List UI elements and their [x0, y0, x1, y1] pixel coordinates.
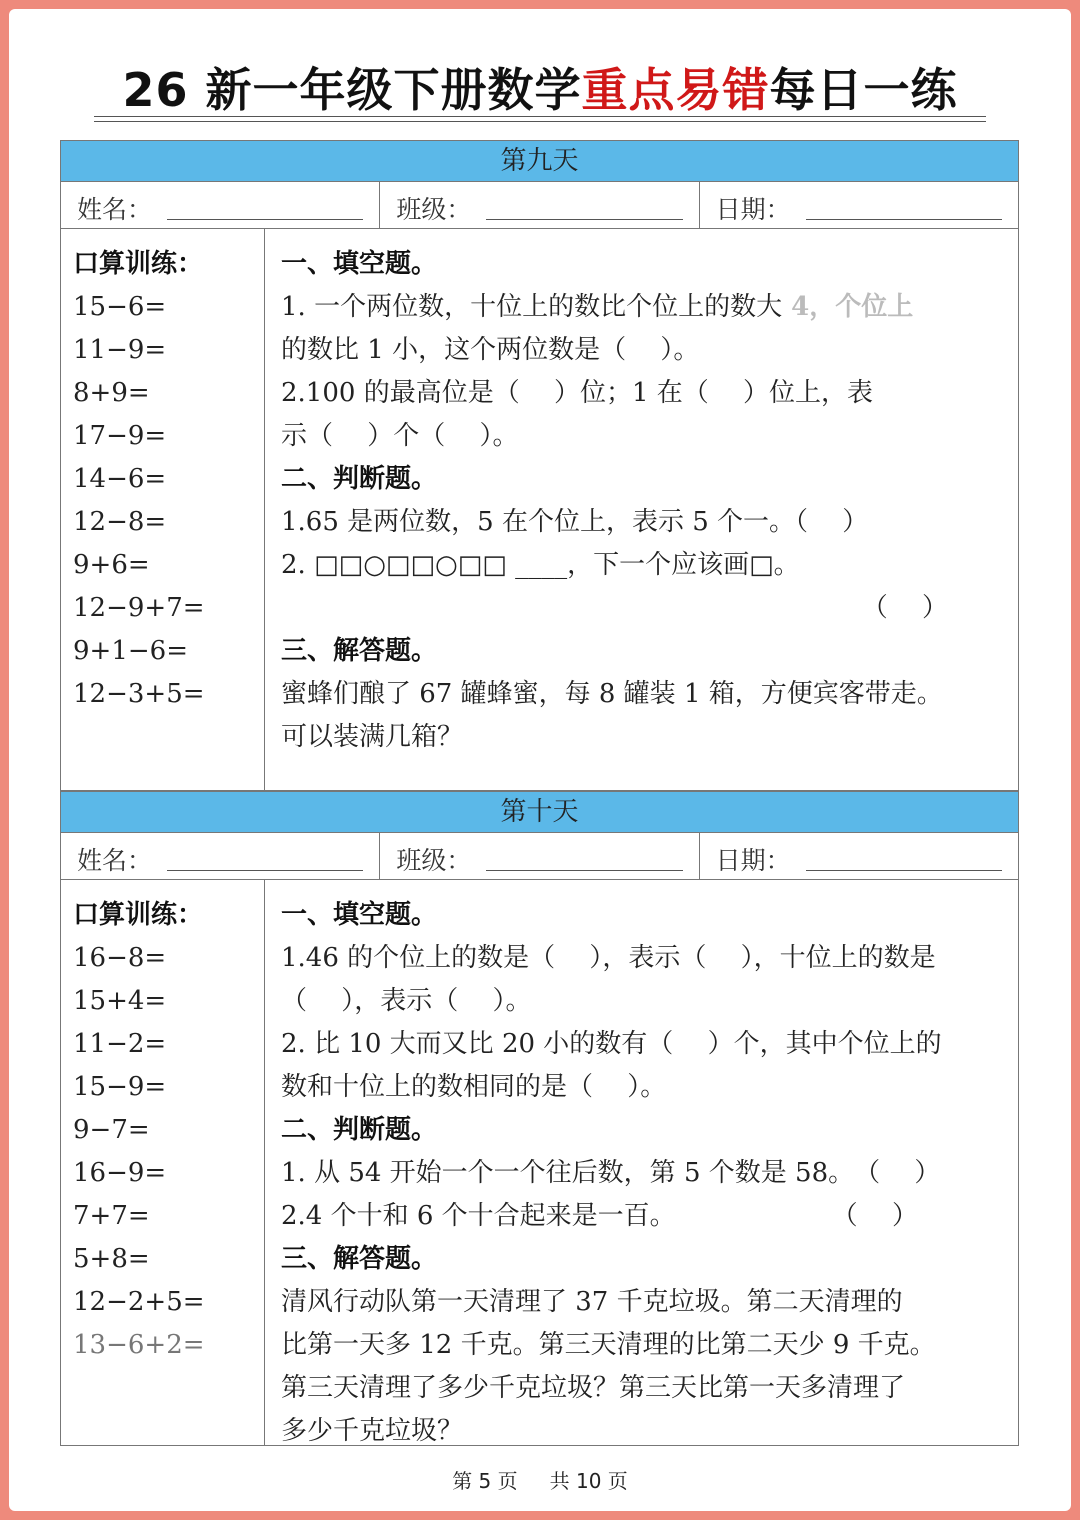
page-number: 第 5 页 — [452, 1469, 518, 1493]
question-line: 1.65 是两位数，5 在个位上，表示 5 个一。（ ） — [281, 507, 869, 537]
question-line: 数和十位上的数相同的是（ ）。 — [281, 1072, 667, 1102]
day9-heading: 第九天 — [61, 141, 1018, 182]
section-word-problem: 三、解答题。 — [281, 636, 438, 666]
calc-item: 16−9= — [73, 1158, 167, 1188]
name-blank — [167, 219, 363, 220]
calc-item: 17−9= — [73, 421, 167, 451]
day9-date-field[interactable] — [700, 182, 1018, 228]
calc-item: 11−2= — [73, 1029, 167, 1059]
question-line: 示（ ）个（ ）。 — [281, 421, 519, 451]
day10-heading: 第十天 — [61, 792, 1018, 833]
section-fill-blank: 一、填空题。 — [281, 249, 438, 279]
class-blank — [486, 219, 682, 220]
date-label: 日期： — [715, 846, 791, 875]
watermark-text: 4，个位上 — [782, 292, 914, 322]
calc-heading: 口算训练： — [73, 249, 204, 279]
page-title — [0, 54, 1080, 120]
day10-class-field[interactable] — [380, 833, 699, 879]
question-line: 2.4 个十和 6 个十合起来是一百。 （ ） — [281, 1201, 918, 1231]
day9-questions — [265, 229, 1018, 791]
section-word-problem: 三、解答题。 — [281, 1244, 438, 1274]
question-line: 可以装满几箱？ — [281, 722, 464, 752]
calc-item: 11−9= — [73, 335, 167, 365]
calc-item: 15−6= — [73, 292, 167, 322]
question-line: 2.100 的最高位是（ ）位；1 在（ ）位上，表 — [281, 378, 874, 408]
class-blank — [486, 870, 682, 871]
question-line: 蜜蜂们酿了 67 罐蜂蜜，每 8 罐装 1 箱，方便宾客带走。 — [281, 679, 943, 709]
section-fill-blank: 一、填空题。 — [281, 900, 438, 930]
answer-bracket: （ ） — [861, 593, 948, 623]
day10-date-field[interactable] — [700, 833, 1018, 879]
day9-info-row — [61, 182, 1018, 229]
title-underline-2 — [94, 121, 986, 122]
question-line: 1.46 的个位上的数是（ ），表示（ ），十位上的数是 — [281, 943, 936, 973]
calc-item: 9+6= — [73, 550, 150, 580]
title-part-1: 26 新一年级下册数学 — [122, 63, 582, 117]
calc-item: 9+1−6= — [73, 636, 188, 666]
calc-item: 12−8= — [73, 507, 167, 537]
day9-class-field[interactable] — [380, 182, 699, 228]
day10-body — [61, 880, 1018, 1446]
question-line: 2. 比 10 大而又比 20 小的数有（ ）个，其中个位上的 — [281, 1029, 942, 1059]
day10-name-field[interactable] — [61, 833, 380, 879]
name-label: 姓名： — [77, 195, 153, 224]
calc-item: 15+4= — [73, 986, 167, 1016]
page-total: 共 10 页 — [549, 1469, 628, 1493]
class-label: 班级： — [396, 195, 472, 224]
calc-heading: 口算训练： — [73, 900, 204, 930]
question-line: 清风行动队第一天清理了 37 千克垃圾。第二天清理的 — [281, 1287, 903, 1317]
calc-item: 7+7= — [73, 1201, 150, 1231]
name-label: 姓名： — [77, 846, 153, 875]
date-label: 日期： — [715, 195, 791, 224]
date-blank — [806, 870, 1002, 871]
calc-item: 15−9= — [73, 1072, 167, 1102]
date-blank — [806, 219, 1002, 220]
title-part-2: 每日一练 — [769, 63, 958, 117]
title-underline-1 — [94, 116, 986, 117]
question-line: 多少千克垃圾？ — [281, 1416, 464, 1446]
day9-body — [61, 229, 1018, 791]
question-line: 的数比 1 小，这个两位数是（ ）。 — [281, 335, 700, 365]
question-line: 2. □□○□□○□□ ____，下一个应该画□。 — [281, 550, 800, 580]
day9-sheet — [60, 140, 1019, 791]
question-line: 第三天清理了多少千克垃圾？第三天比第一天多清理了 — [281, 1373, 906, 1403]
title-highlight: 重点易错 — [581, 63, 770, 117]
calc-item: 8+9= — [73, 378, 150, 408]
day10-info-row — [61, 833, 1018, 880]
day10-sheet — [60, 791, 1019, 1446]
section-true-false: 二、判断题。 — [281, 464, 438, 494]
day10-questions — [265, 880, 1018, 1446]
day9-mental-math — [61, 229, 265, 791]
calc-item: 16−8= — [73, 943, 167, 973]
calc-item: 5+8= — [73, 1244, 150, 1274]
page-footer — [0, 1465, 1080, 1494]
calc-item: 12−2+5= — [73, 1287, 205, 1317]
question-line: 1. 一个两位数，十位上的数比个位上的数大 4，个位上 — [281, 292, 914, 322]
calc-item: 9−7= — [73, 1115, 150, 1145]
calc-item: 14−6= — [73, 464, 167, 494]
question-line: （ ），表示（ ）。 — [281, 986, 532, 1016]
name-blank — [167, 870, 363, 871]
class-label: 班级： — [396, 846, 472, 875]
section-true-false: 二、判断题。 — [281, 1115, 438, 1145]
day10-mental-math — [61, 880, 265, 1446]
calc-item: 13−6+2= — [73, 1330, 205, 1360]
day9-name-field[interactable] — [61, 182, 380, 228]
question-line: 1. 从 54 开始一个一个往后数，第 5 个数是 58。 （ ） — [281, 1158, 941, 1188]
calc-item: 12−9+7= — [73, 593, 205, 623]
question-line: 比第一天多 12 千克。第三天清理的比第二天少 9 千克。 — [281, 1330, 936, 1360]
calc-item: 12−3+5= — [73, 679, 205, 709]
